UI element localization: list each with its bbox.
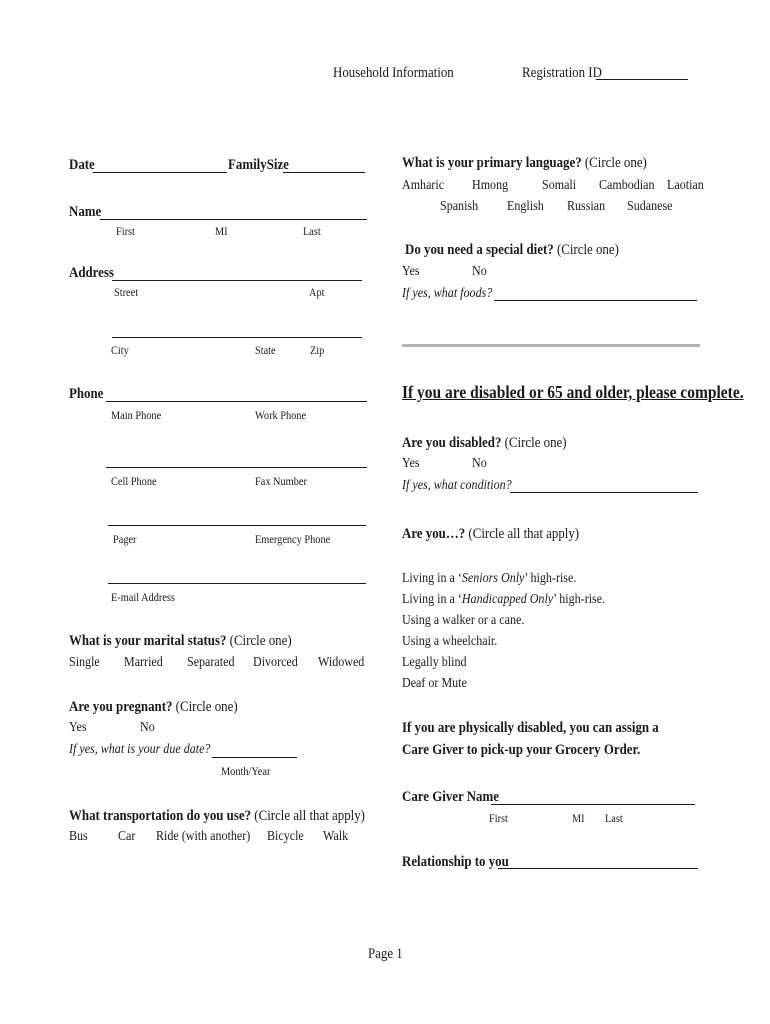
caregiver-name-label: Care Giver Name [402,789,499,805]
transport-option[interactable]: Ride (with another) [156,829,251,844]
phone-label: Phone [69,386,104,402]
disabled-no-option[interactable]: No [472,456,487,471]
disabled-question: Are you disabled? (Circle one) [402,435,567,451]
address-zip-caption: Zip [310,343,325,357]
cell-phone-field[interactable] [106,467,367,468]
language-option[interactable]: Cambodian [599,178,655,193]
form-title: Household Information [333,65,454,81]
caregiver-note: Care Giver to pick-up your Grocery Order. [402,742,641,758]
language-option[interactable]: Amharic [402,178,445,193]
status-option[interactable]: Legally blind [402,655,467,670]
due-date-caption: Month/Year [221,764,271,778]
relationship-label: Relationship to you [402,854,509,870]
address-street-field[interactable] [112,280,362,281]
pregnant-no-option[interactable]: No [140,720,155,735]
caregiver-name-field[interactable] [491,804,695,805]
name-label: Name [69,204,102,220]
relationship-field[interactable] [498,868,698,869]
status-option[interactable]: Using a wheelchair. [402,634,498,649]
section-divider [402,344,700,347]
language-option[interactable]: Somali [542,178,577,193]
diet-yes-option[interactable]: Yes [402,264,420,279]
transport-option[interactable]: Car [118,829,136,844]
marital-option[interactable]: Separated [187,655,235,670]
address-apt-caption: Apt [309,285,325,299]
diet-no-option[interactable]: No [472,264,487,279]
diet-foods-field[interactable] [494,300,697,301]
transport-option[interactable]: Bicycle [267,829,304,844]
date-field[interactable] [93,172,227,173]
disabled-yes-option[interactable]: Yes [402,456,420,471]
name-first-caption: First [116,224,135,238]
language-option[interactable]: Sudanese [627,199,673,214]
transport-option[interactable]: Bus [69,829,88,844]
transport-option[interactable]: Walk [323,829,349,844]
marital-option[interactable]: Widowed [318,655,365,670]
condition-field[interactable] [510,492,698,493]
name-field[interactable] [100,219,367,220]
pager-field[interactable] [108,525,366,526]
language-question: What is your primary language? (Circle one) [402,155,647,171]
marital-question: What is your marital status? (Circle one) [69,633,292,649]
email-field[interactable] [108,583,366,584]
transport-question: What transportation do you use? (Circle all that apply) [69,808,365,824]
address-label: Address [69,265,114,281]
address-city-caption: City [111,343,129,357]
family-size-label: FamilySize [228,157,289,173]
caregiver-first-caption: First [489,811,508,825]
main-phone-field[interactable] [106,401,367,402]
caregiver-last-caption: Last [605,811,623,825]
name-last-caption: Last [303,224,321,238]
address-street-caption: Street [114,285,139,299]
fax-number-caption: Fax Number [255,474,307,488]
status-option[interactable]: Deaf or Mute [402,676,467,691]
status-option[interactable]: Using a walker or a cane. [402,613,525,628]
main-phone-caption: Main Phone [111,408,162,422]
date-label: Date [69,157,95,173]
marital-option[interactable]: Divorced [253,655,298,670]
address-city-field[interactable] [112,337,362,338]
diet-foods-prompt: If yes, what foods? [402,286,493,301]
diet-question: Do you need a special diet? (Circle one) [405,242,619,258]
marital-option[interactable]: Single [69,655,100,670]
language-option[interactable]: Spanish [440,199,479,214]
due-date-field[interactable] [212,757,297,758]
work-phone-caption: Work Phone [255,408,307,422]
pregnant-yes-option[interactable]: Yes [69,720,87,735]
are-you-question: Are you…? (Circle all that apply) [402,526,580,542]
name-mi-caption: MI [215,224,228,238]
pager-caption: Pager [113,532,137,546]
condition-prompt: If yes, what condition? [402,478,512,493]
family-size-field[interactable] [283,172,365,173]
language-option[interactable]: Russian [567,199,606,214]
emergency-phone-caption: Emergency Phone [255,532,331,546]
address-state-caption: State [255,343,276,357]
language-option[interactable]: Hmong [472,178,509,193]
registration-id-label: Registration ID [522,65,602,81]
marital-option[interactable]: Married [124,655,163,670]
page-number: Page 1 [368,946,403,962]
pregnant-question: Are you pregnant? (Circle one) [69,699,238,715]
caregiver-mi-caption: MI [572,811,585,825]
cell-phone-caption: Cell Phone [111,474,157,488]
disabled-section-heading: If you are disabled or 65 and older, please complete. [402,382,744,402]
language-option[interactable]: English [507,199,544,214]
language-option[interactable]: Laotian [667,178,704,193]
caregiver-note: If you are physically disabled, you can assign a [402,720,659,736]
registration-id-field[interactable] [596,79,688,80]
status-option[interactable]: Living in a ‘Handicapped Only’ high-rise. [402,592,606,607]
due-date-prompt: If yes, what is your due date? [69,742,211,757]
email-caption: E-mail Address [111,590,175,604]
status-option[interactable]: Living in a ‘Seniors Only’ high-rise. [402,571,577,586]
